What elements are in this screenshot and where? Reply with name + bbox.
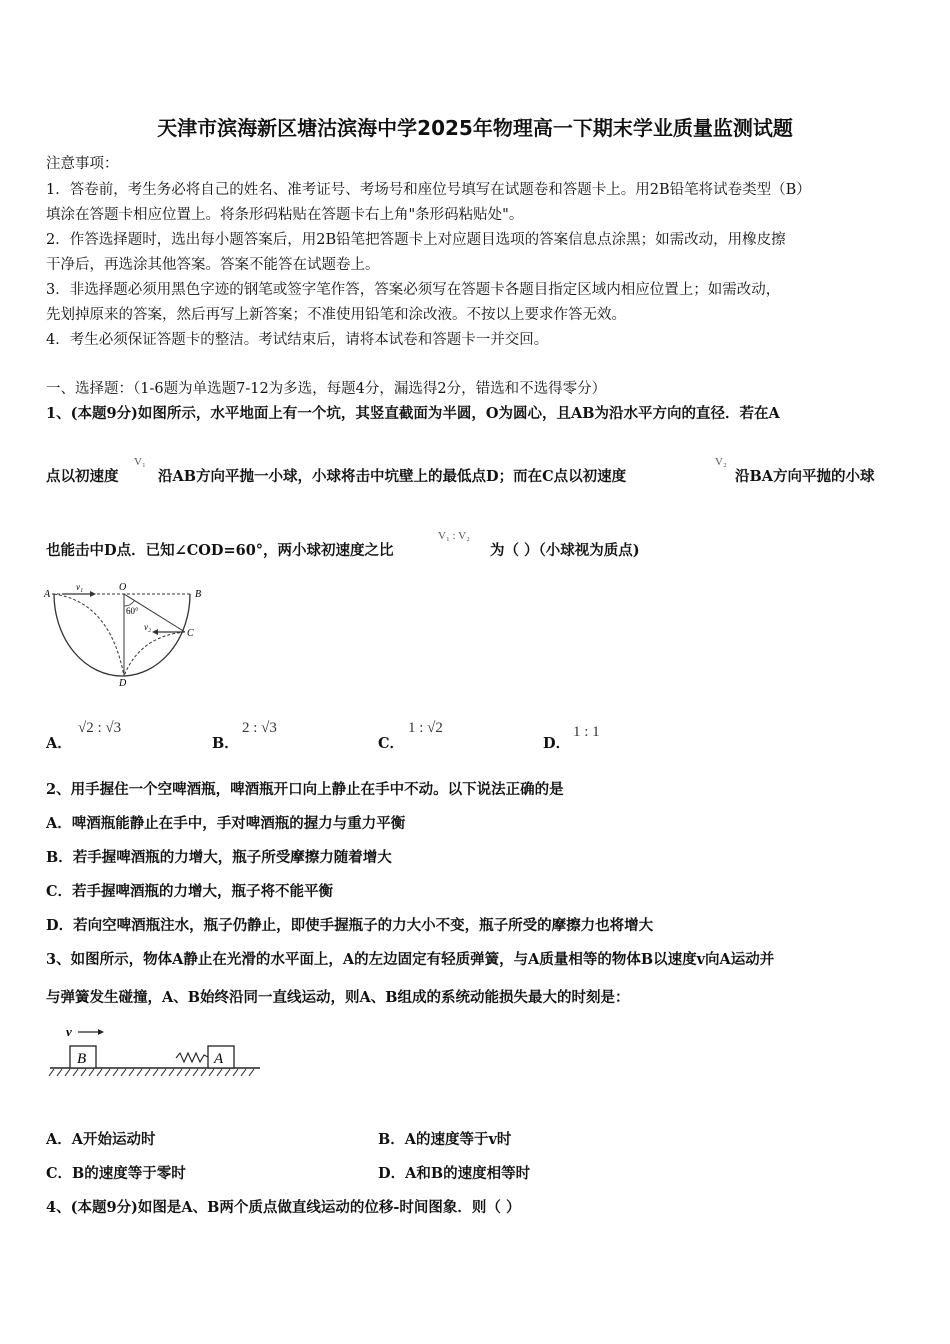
- block-a-label: A: [214, 1051, 224, 1067]
- q1-ratio: V₁ : V₂: [438, 530, 470, 542]
- q3-option: B．A的速度等于v时: [378, 1131, 512, 1148]
- q1-line3b: 为（ ）（小球视为质点): [490, 542, 640, 559]
- q1-line2a: 点以初速度: [46, 468, 119, 485]
- notice-line: 1．答卷前，考生务必将自己的姓名、准考证号、考场号和座位号填写在试题卷和答题卡上。用2B铅笔将试卷类型（B）: [46, 182, 811, 198]
- q3-option: C．B的速度等于零时: [46, 1165, 186, 1182]
- q2-option: C．若手握啤酒瓶的力增大，瓶子将不能平衡: [46, 883, 334, 900]
- spring: [176, 1053, 208, 1062]
- notice-heading: 注意事项：: [46, 156, 119, 172]
- page-title: 天津市滨海新区塘沽滨海中学2025年物理高一下期末学业质量监测试题: [157, 116, 793, 140]
- q3-line1: 3、如图所示，物体A静止在光滑的水平面上，A的左边固定有轻质弹簧，与A质量相等的物体B以速度v向A运动并: [46, 951, 775, 968]
- label-v2: v₂: [144, 622, 152, 632]
- q1-line1: 1、(本题9分)如图所示，水平地面上有一个坑，其竖直截面为半圆，O为圆心，且AB为沿水平方向的直径．若在A: [46, 405, 780, 422]
- notice-line: 先划掉原来的答案，然后再写上新答案；不准使用铅笔和涂改液。不按以上要求作答无效。: [46, 307, 626, 323]
- q1-line2b: 沿AB方向平抛一小球，小球将击中坑壁上的最低点D；而在C点以初速度: [158, 468, 627, 485]
- q1-option-d-label: D．: [543, 735, 571, 752]
- notice-line: 干净后，再选涂其他答案。答案不能答在试题卷上。: [46, 257, 380, 273]
- q1-option-c-value: 1 : √2: [408, 720, 443, 736]
- ground-hatching: [49, 1069, 254, 1076]
- q1-option-c-label: C．: [378, 735, 405, 752]
- q1-line3a: 也能击中D点．已知∠COD=60°，两小球初速度之比: [46, 542, 394, 559]
- notice-line: 3．非选择题必须用黑色字迹的钢笔或签字笔作答，答案必须写在答题卡各题目指定区域内相应位置上；如需改动，: [46, 282, 781, 298]
- trajectory-c: [124, 632, 185, 676]
- section-heading: 一、选择题：（1-6题为单选题7-12为多选，每题4分，漏选得2分，错选和不选得零分）: [46, 381, 607, 397]
- trajectory-a: [54, 594, 124, 676]
- q2-option: B．若手握啤酒瓶的力增大，瓶子所受摩擦力随着增大: [46, 849, 392, 866]
- q3-option: D．A和B的速度相等时: [378, 1165, 531, 1182]
- velocity-arrowhead: [98, 1029, 104, 1035]
- q1-option-a-label: A．: [46, 735, 72, 752]
- label-o: O: [119, 582, 127, 593]
- label-a: A: [44, 589, 51, 600]
- label-angle: 60°: [126, 606, 139, 616]
- v1-arrowhead: [90, 591, 96, 597]
- label-c: C: [187, 628, 194, 639]
- q1-v1: V₁: [134, 456, 146, 468]
- notice-line: 填涂在答题卡相应位置上。将条形码粘贴在答题卡右上角"条形码粘贴处"。: [46, 207, 524, 223]
- label-v1: v₁: [76, 582, 84, 592]
- v2-arrowhead: [152, 629, 158, 635]
- q1-option-a-value: √2 : √3: [78, 720, 122, 736]
- q3-collision-figure: [46, 1022, 266, 1082]
- q2-stem: 2、用手握住一个空啤酒瓶，啤酒瓶开口向上静止在手中不动。以下说法正确的是: [46, 781, 564, 798]
- q1-option-d-value: 1 : 1: [573, 724, 600, 740]
- q1-option-b-value: 2 : √3: [242, 720, 277, 736]
- label-d: D: [119, 678, 127, 689]
- q2-option: A．啤酒瓶能静止在手中，手对啤酒瓶的握力与重力平衡: [46, 815, 406, 832]
- velocity-label: v: [66, 1024, 72, 1039]
- q1-option-b-label: B．: [212, 735, 239, 752]
- block-b-label: B: [77, 1051, 87, 1067]
- q1-line2c: 沿BA方向平抛的小球: [735, 468, 875, 485]
- q4-stem: 4、(本题9分)如图是A、B两个质点做直线运动的位移-时间图象．则（ ）: [46, 1199, 521, 1216]
- q2-option: D．若向空啤酒瓶注水，瓶子仍静止，即使手握瓶子的力大小不变，瓶子所受的摩擦力也将增大: [46, 917, 654, 934]
- q3-option: A．A开始运动时: [46, 1131, 156, 1148]
- q1-semicircle-figure: [40, 580, 210, 690]
- q3-line2: 与弹簧发生碰撞，A、B始终沿同一直线运动，则A、B组成的系统动能损失最大的时刻是：: [46, 989, 630, 1006]
- notice-line: 2．作答选择题时，选出每小题答案后，用2B铅笔把答题卡上对应题目选项的答案信息点涂黑；如需改动，用橡皮擦: [46, 232, 786, 248]
- q1-v2: V₂: [715, 456, 727, 468]
- label-b: B: [195, 589, 202, 600]
- notice-line: 4．考生必须保证答题卡的整洁。考试结束后，请将本试卷和答题卡一并交回。: [46, 332, 549, 348]
